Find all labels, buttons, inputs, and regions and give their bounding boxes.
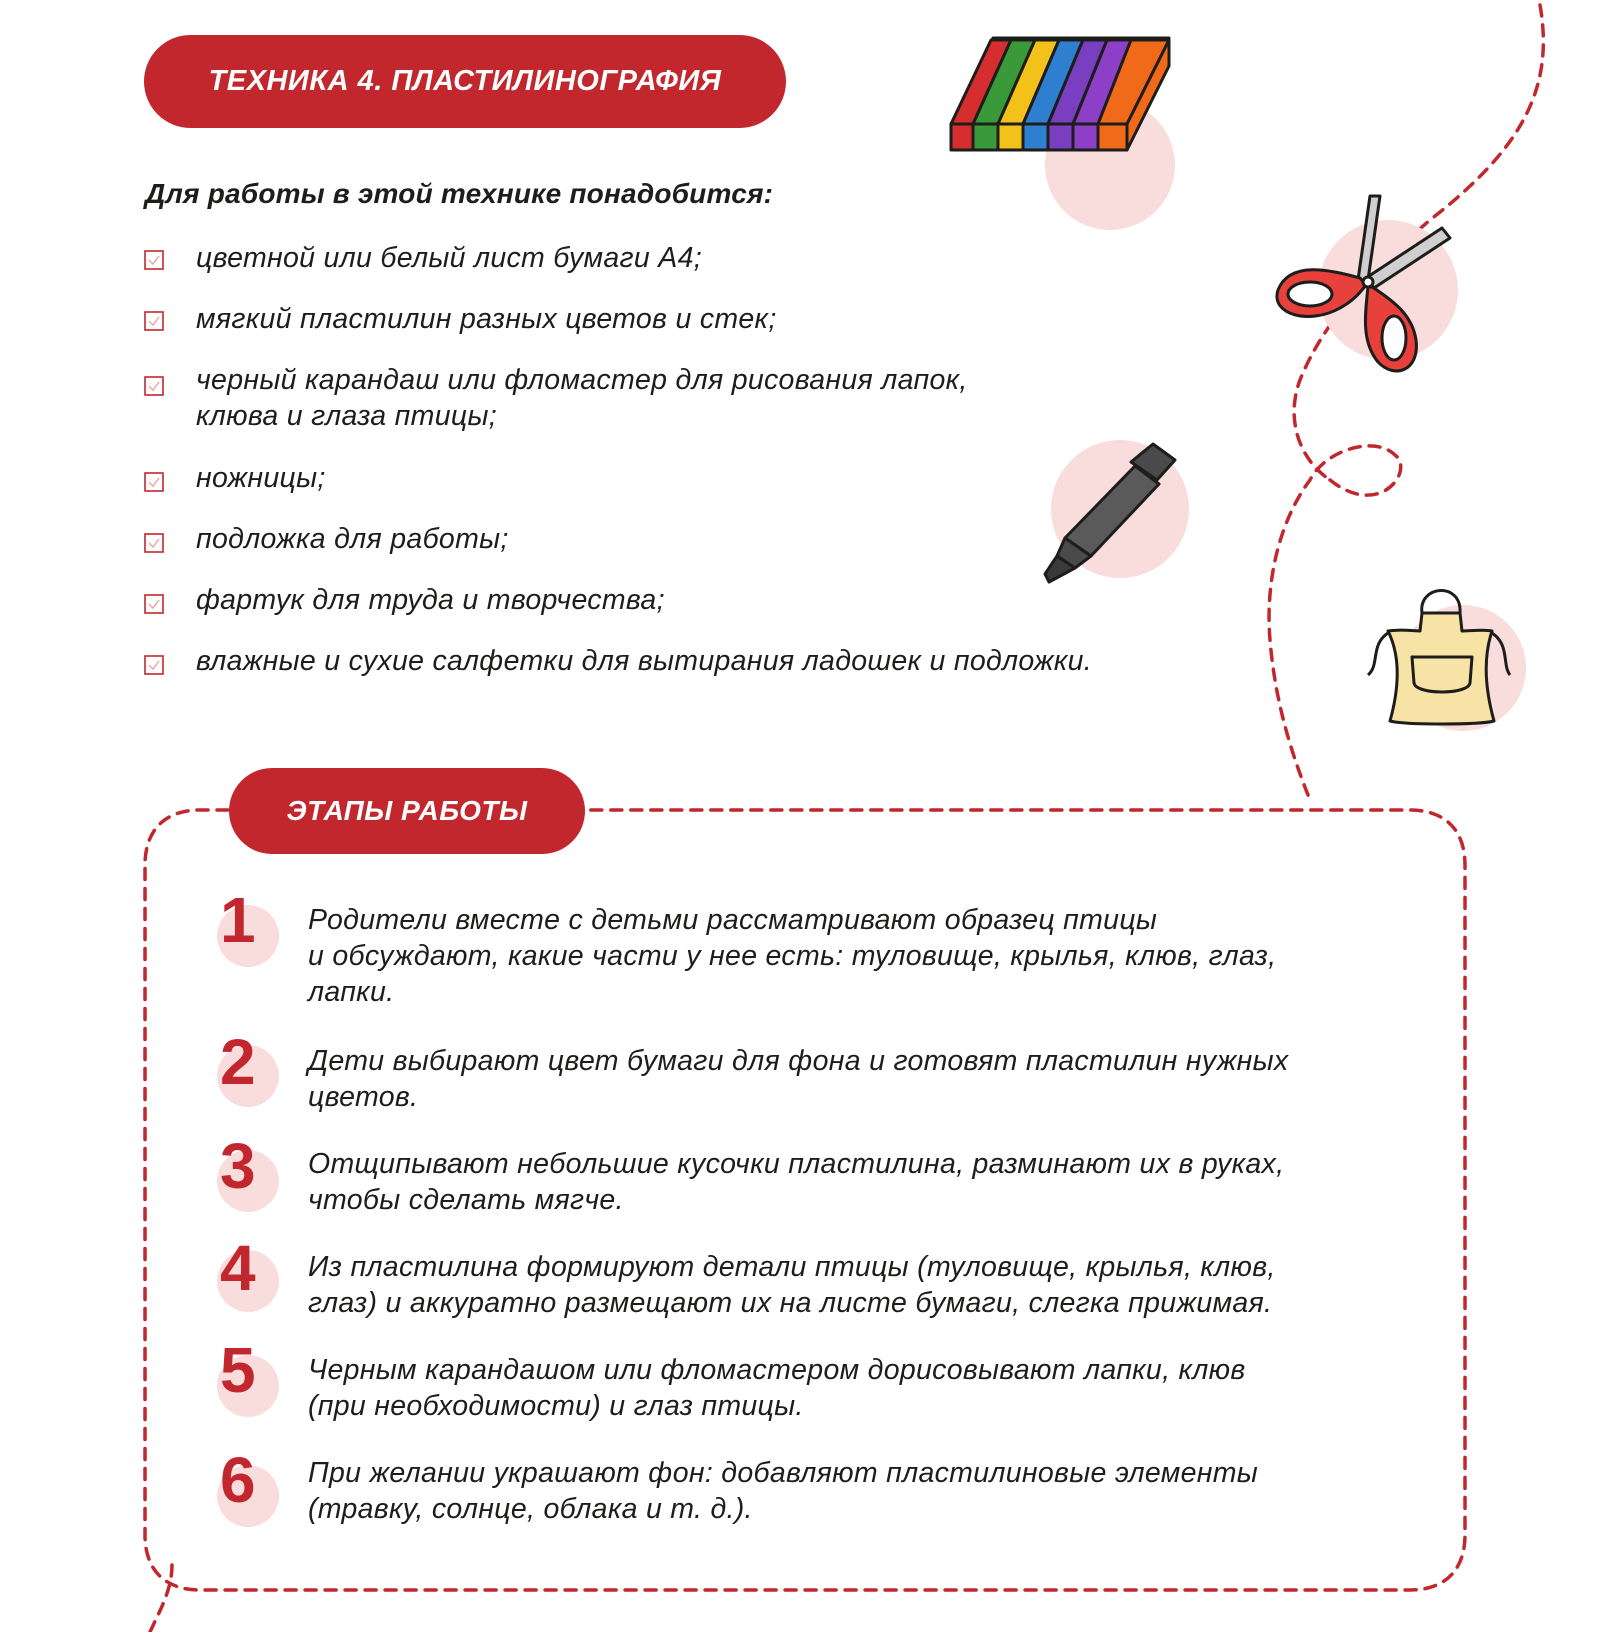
step-number: 2 xyxy=(220,1026,256,1098)
plasticine-illustration xyxy=(945,30,1185,210)
material-text: влажные и сухие салфетки для вытирания ладошек и подложки. xyxy=(196,645,1092,677)
step-number: 5 xyxy=(220,1334,256,1406)
checkbox-icon xyxy=(144,533,164,553)
checkbox-icon xyxy=(144,472,164,492)
material-text: подложка для работы; xyxy=(196,523,509,555)
material-text: ножницы; xyxy=(196,462,326,494)
plasticine-icon xyxy=(945,30,1185,170)
step-number: 3 xyxy=(220,1130,256,1202)
marker-illustration xyxy=(1035,440,1195,590)
checkbox-icon xyxy=(144,594,164,614)
checkbox-icon xyxy=(144,250,164,270)
checkbox-icon xyxy=(144,311,164,331)
step-text: Из пластилина формируют детали птицы (туловище, крылья, клюв, глаз) и аккуратно размещают их на листе бумаги, слегка прижимая. xyxy=(308,1251,1276,1319)
material-text: мягкий пластилин разных цветов и стек; xyxy=(196,303,777,335)
material-text: цветной или белый лист бумаги А4; xyxy=(196,242,702,274)
step-number: 4 xyxy=(220,1232,256,1304)
checkbox-icon xyxy=(144,376,164,396)
material-text: черный карандаш или фломастер для рисования лапок, xyxy=(196,364,968,396)
step-text: При желании украшают фон: добавляют пластилиновые элементы (травку, солнце, облака и т. д.). xyxy=(308,1457,1259,1525)
step-number: 1 xyxy=(220,884,256,956)
stages-banner xyxy=(229,768,585,854)
step-text: Дети выбирают цвет бумаги для фона и готовят пластилин нужных цветов. xyxy=(308,1045,1289,1113)
apron-illustration xyxy=(1360,575,1530,745)
step-number: 6 xyxy=(220,1444,256,1516)
material-text-continued: клюва и глаза птицы; xyxy=(196,400,497,432)
checkbox-icon xyxy=(144,655,164,675)
apron-icon xyxy=(1360,575,1530,745)
step-text: Отщипывают небольшие кусочки пластилина, разминают их в руках, чтобы сделать мягче. xyxy=(308,1148,1285,1216)
material-text: фартук для труда и творчества; xyxy=(196,584,665,616)
step-text: Родители вместе с детьми рассматривают образец птицы и обсуждают, какие части у нее есть: туловище, крылья, клюв, глаз, лапки. xyxy=(308,904,1277,1008)
stages-title: ЭТАПЫ РАБОТЫ xyxy=(286,795,528,826)
scissors-icon xyxy=(1270,190,1470,390)
page-title: ТЕХНИКА 4. ПЛАСТИЛИНОГРАФИЯ xyxy=(208,65,722,97)
page-title-banner xyxy=(144,35,786,128)
materials-intro: Для работы в этой технике понадобится: xyxy=(145,178,774,209)
scissors-illustration xyxy=(1270,190,1470,390)
step-text: Черным карандашом или фломастером дорисовывают лапки, клюв (при необходимости) и глаз птицы. xyxy=(308,1354,1246,1422)
marker-icon xyxy=(1035,440,1195,590)
